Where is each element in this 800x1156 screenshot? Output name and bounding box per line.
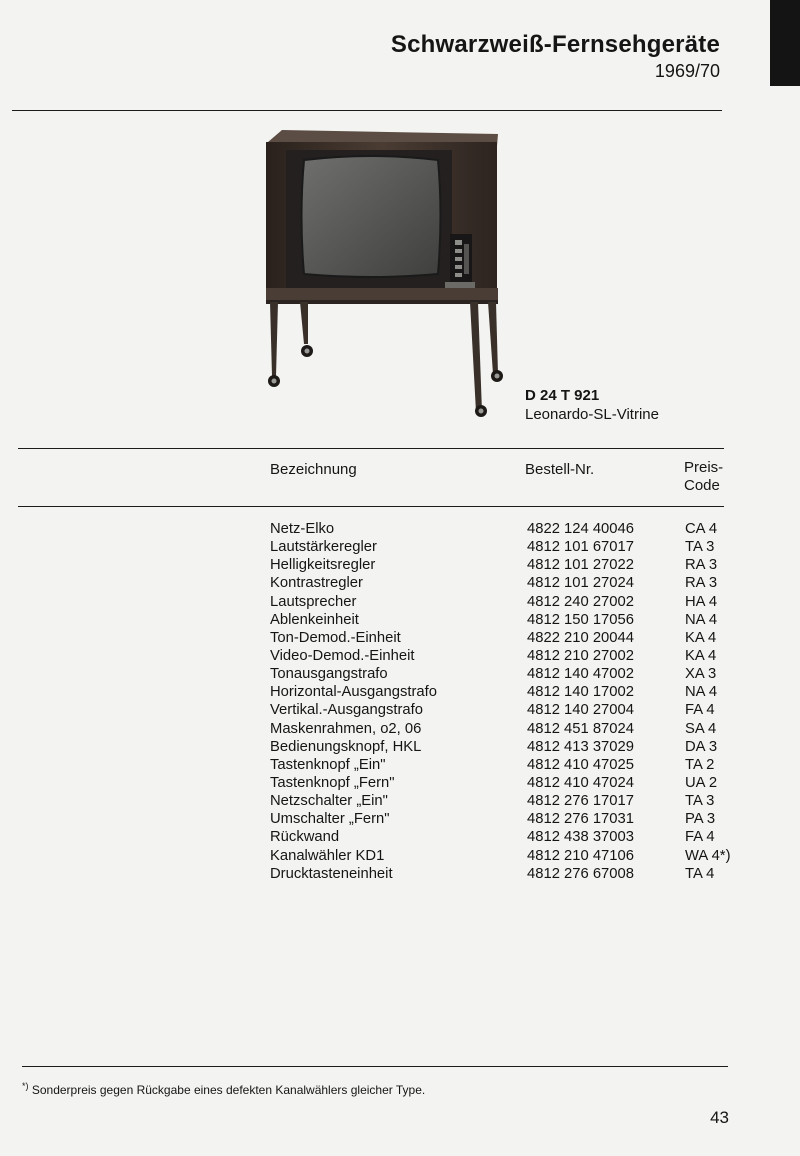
table-row — [270, 629, 750, 647]
price-code: NA 4 — [685, 611, 718, 628]
table-row — [270, 774, 750, 792]
part-name: Lautsprecher — [270, 593, 357, 610]
order-number: 4812 276 67008 — [527, 865, 634, 882]
price-code: RA 3 — [685, 575, 718, 592]
part-name: Rückwand — [270, 829, 340, 846]
price-code: CA 4 — [685, 521, 718, 537]
footnote-marker: *) — [22, 1081, 29, 1091]
order-number: 4812 101 27024 — [527, 575, 634, 592]
part-name: Drucktasteneinheit — [270, 865, 393, 882]
part-name: Netz-Elko — [270, 521, 335, 537]
part-name: Ton-Demod.-Einheit — [270, 629, 401, 646]
top-rule — [12, 110, 722, 111]
price-code: WA 4*) — [685, 847, 731, 864]
table-row — [270, 792, 750, 810]
page-title: Schwarzweiß-Fernsehgeräte — [390, 31, 720, 58]
table-row — [270, 847, 750, 865]
order-number: 4812 140 27004 — [527, 702, 634, 719]
price-code: TA 3 — [685, 539, 715, 556]
order-number: 4812 410 47024 — [527, 774, 634, 791]
table-row — [270, 828, 750, 846]
price-code: RA 3 — [685, 557, 718, 574]
column-header-name: Bezeichnung — [270, 461, 357, 478]
price-code: PA 3 — [685, 811, 716, 828]
table-row — [270, 611, 750, 629]
table-row — [270, 647, 750, 665]
price-code: NA 4 — [685, 684, 718, 701]
part-name: Vertikal.-Ausgangstrafo — [270, 702, 423, 719]
price-code: KA 4 — [685, 629, 717, 646]
part-name: Kanalwähler KD1 — [270, 847, 385, 864]
table-row — [270, 520, 750, 538]
footnote-text: Sonderpreis gegen Rückgabe eines defekten Kanalwählers gleicher Type. — [31, 1083, 426, 1097]
page-year: 1969/70 — [654, 61, 720, 81]
order-number: 4812 210 27002 — [527, 647, 634, 664]
table-row — [270, 701, 750, 719]
order-number: 4812 240 27002 — [527, 593, 634, 610]
order-number: 4812 276 17017 — [527, 793, 634, 810]
part-name: Tastenknopf „Ein" — [270, 756, 386, 773]
price-code: FA 4 — [685, 702, 715, 719]
order-number: 4812 276 17031 — [527, 811, 634, 828]
price-code: KA 4 — [685, 647, 717, 664]
order-number: 4812 410 47025 — [527, 756, 634, 773]
price-code: SA 4 — [685, 720, 717, 737]
parts-table — [270, 520, 750, 883]
price-code: TA 3 — [685, 793, 715, 810]
part-name: Bedienungsknopf, HKL — [270, 738, 422, 755]
part-name: Tastenknopf „Fern" — [270, 774, 395, 791]
table-row — [270, 538, 750, 556]
tv-console-illustration — [262, 128, 512, 423]
table-row — [270, 810, 750, 828]
part-name: Horizontal-Ausgangstrafo — [270, 684, 437, 701]
table-row — [270, 720, 750, 738]
part-name: Lautstärkeregler — [270, 539, 377, 556]
table-row — [270, 593, 750, 611]
column-header-order-nr: Bestell-Nr. — [525, 461, 595, 478]
column-header-price-line1: Preis- — [684, 459, 724, 476]
price-code: TA 2 — [685, 756, 715, 773]
price-code: UA 2 — [685, 774, 718, 791]
column-header-price-code — [684, 459, 723, 495]
table-row — [270, 574, 750, 592]
part-name: Helligkeitsregler — [270, 557, 376, 574]
model-name: Leonardo-SL-Vitrine — [525, 406, 659, 423]
table-row — [270, 865, 750, 883]
order-number: 4812 451 87024 — [527, 720, 634, 737]
bottom-rule — [22, 1066, 728, 1067]
order-number: 4812 150 17056 — [527, 611, 634, 628]
price-code: XA 3 — [685, 666, 717, 683]
order-number: 4822 124 40046 — [527, 521, 634, 537]
part-name: Maskenrahmen, o2, 06 — [270, 720, 422, 737]
section-tab-mark — [770, 0, 800, 86]
table-row — [270, 756, 750, 774]
column-header-price-line2: Code — [684, 477, 720, 494]
part-name: Umschalter „Fern" — [270, 811, 390, 828]
model-code: D 24 T 921 — [525, 387, 600, 404]
order-number: 4812 140 17002 — [527, 684, 634, 701]
order-number: 4812 210 47106 — [527, 847, 634, 864]
order-number: 4812 413 37029 — [527, 738, 634, 755]
part-name: Netzschalter „Ein" — [270, 793, 388, 810]
price-code: TA 4 — [685, 865, 715, 882]
order-number: 4812 140 47002 — [527, 666, 634, 683]
price-code: FA 4 — [685, 829, 715, 846]
order-number: 4812 101 27022 — [527, 557, 634, 574]
part-name: Tonausgangstrafo — [270, 666, 388, 683]
order-number: 4822 210 20044 — [527, 629, 634, 646]
table-header-rule — [18, 506, 724, 507]
price-code: DA 3 — [685, 738, 718, 755]
footnote — [22, 1081, 425, 1097]
table-row — [270, 683, 750, 701]
order-number: 4812 101 67017 — [527, 539, 634, 556]
table-row — [270, 738, 750, 756]
price-code: HA 4 — [685, 593, 718, 610]
page-number: 43 — [710, 1108, 729, 1127]
part-name: Kontrastregler — [270, 575, 363, 592]
table-top-rule — [18, 448, 724, 449]
part-name: Video-Demod.-Einheit — [270, 647, 415, 664]
order-number: 4812 438 37003 — [527, 829, 634, 846]
table-row — [270, 556, 750, 574]
part-name: Ablenkeinheit — [270, 611, 359, 628]
table-row — [270, 665, 750, 683]
